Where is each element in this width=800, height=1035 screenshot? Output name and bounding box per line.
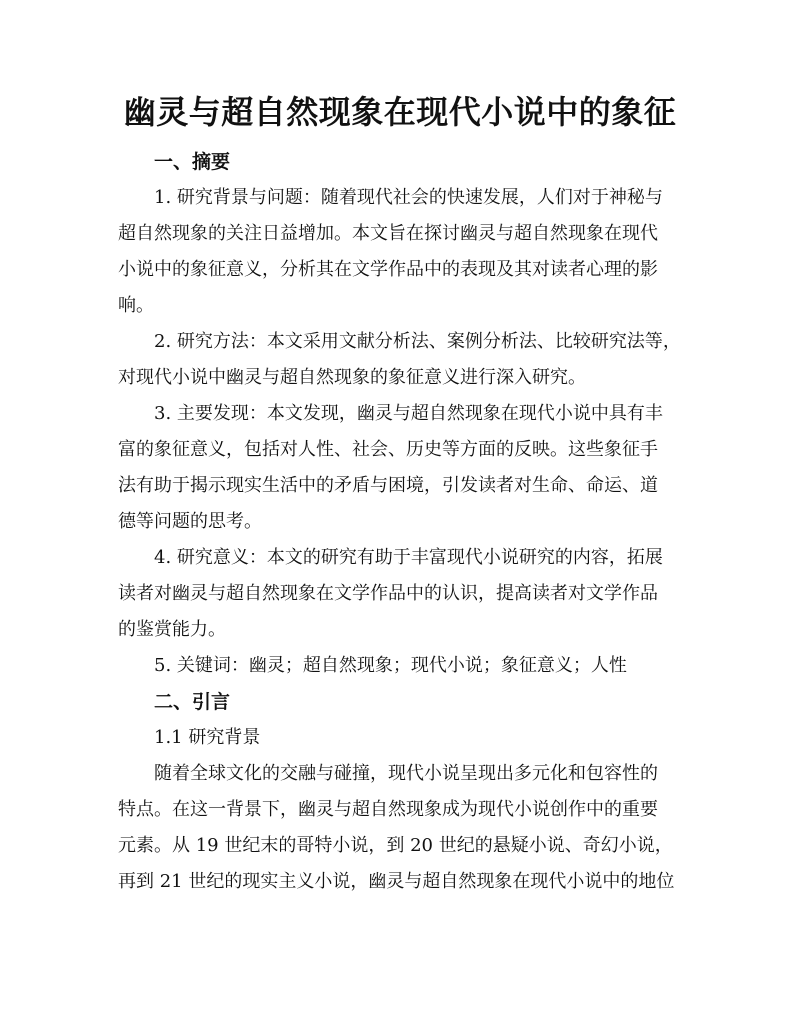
document-title: 幽灵与超自然现象在现代小说中的象征 [123, 93, 677, 131]
abstract-p3-line: 3. 主要发现：本文发现，幽灵与超自然现象在现代小说中具有丰 [154, 403, 663, 424]
abstract-p3-line: 法有助于揭示现实生活中的矛盾与困境，引发读者对生命、命运、道 [118, 475, 658, 496]
intro-p1-line: 再到 21 世纪的现实主义小说，幽灵与超自然现象在现代小说中的地位 [118, 871, 675, 892]
abstract-p3-line: 德等问题的思考。 [118, 511, 262, 532]
abstract-p1-line: 超自然现象的关注日益增加。本文旨在探讨幽灵与超自然现象在现代 [118, 223, 658, 244]
abstract-p1-line: 小说中的象征意义，分析其在文学作品中的表现及其对读者心理的影 [118, 259, 658, 280]
keywords-line: 5. 关键词：幽灵；超自然现象；现代小说；象征意义；人性 [154, 655, 627, 676]
abstract-p4-line: 读者对幽灵与超自然现象在文学作品中的认识，提高读者对文学作品 [118, 583, 658, 604]
abstract-p2-line: 对现代小说中幽灵与超自然现象的象征意义进行深入研究。 [118, 367, 586, 388]
abstract-p4-line: 的鉴赏能力。 [118, 619, 226, 640]
abstract-p1-line: 1. 研究背景与问题：随着现代社会的快速发展，人们对于神秘与 [154, 187, 663, 208]
abstract-p2-line: 2. 研究方法：本文采用文献分析法、案例分析法、比较研究法等， [154, 331, 681, 352]
abstract-p4-line: 4. 研究意义：本文的研究有助于丰富现代小说研究的内容，拓展 [154, 547, 663, 568]
intro-subheading: 1.1 研究背景 [154, 727, 261, 748]
abstract-p1-line: 响。 [118, 295, 154, 316]
intro-p1-line: 随着全球文化的交融与碰撞，现代小说呈现出多元化和包容性的 [154, 763, 658, 784]
abstract-p3-line: 富的象征意义，包括对人性、社会、历史等方面的反映。这些象征手 [118, 439, 658, 460]
abstract-heading: 一、摘要 [154, 151, 231, 173]
intro-heading: 二、引言 [154, 691, 231, 713]
intro-p1-line: 元素。从 19 世纪末的哥特小说，到 20 世纪的悬疑小说、奇幻小说， [118, 835, 673, 856]
intro-p1-line: 特点。在这一背景下，幽灵与超自然现象成为现代小说创作中的重要 [118, 799, 658, 820]
